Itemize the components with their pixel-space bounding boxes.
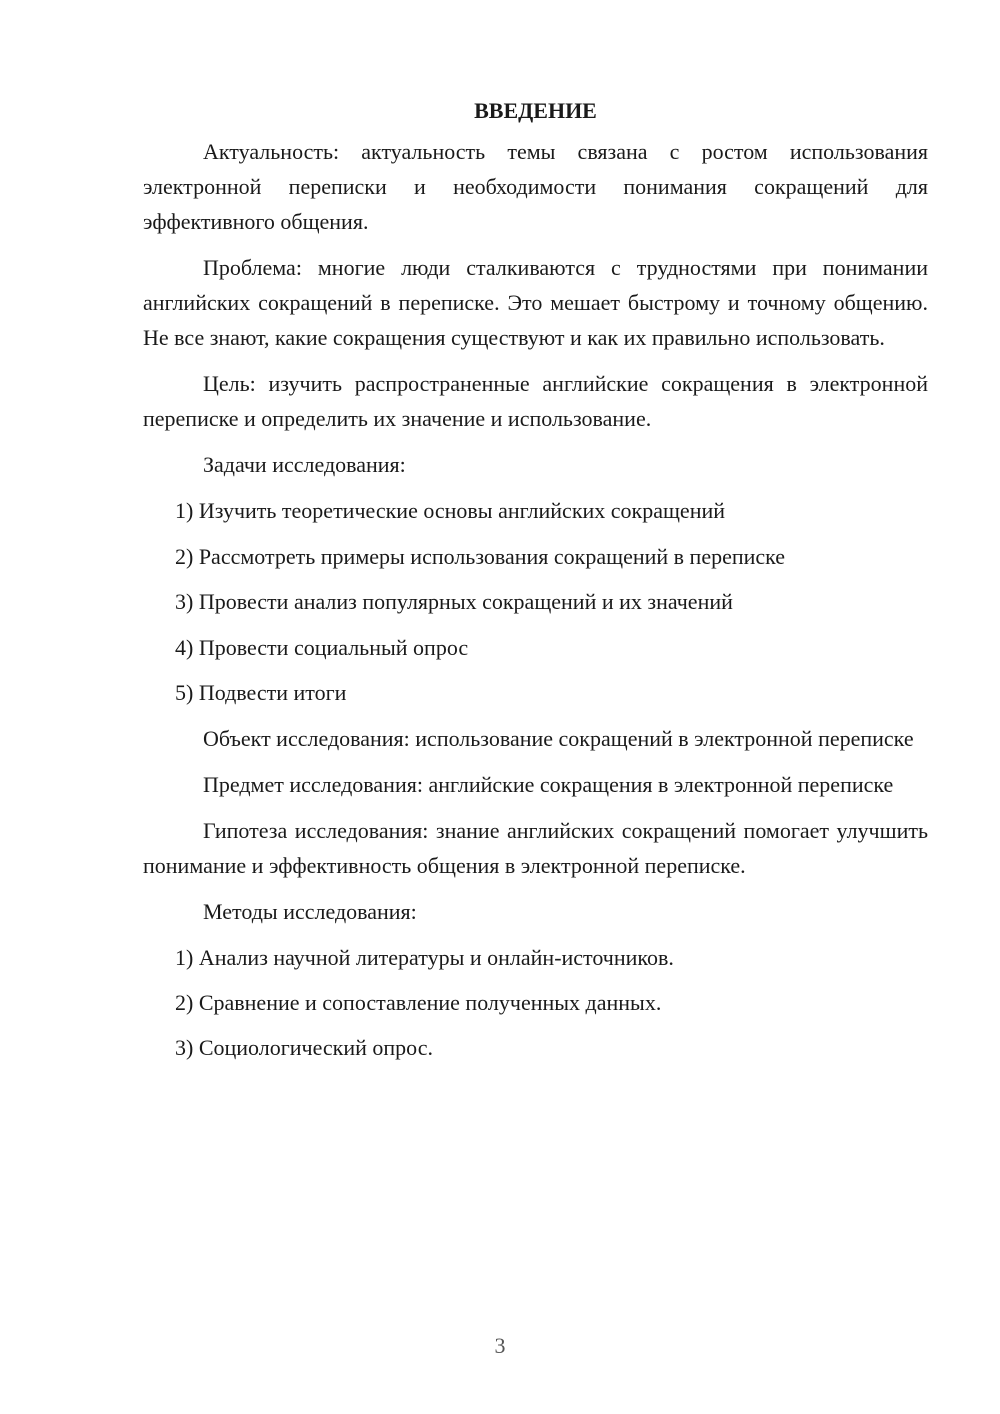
methods-list <box>143 940 928 1065</box>
method-item-1: 1) Анализ научной литературы и онлайн-источников. <box>175 944 674 970</box>
goal-paragraph: Цель: изучить распространенные английские сокращения в электронной переписке и определить их значение и использование. <box>143 371 928 431</box>
task-item-4: 4) Провести социальный опрос <box>175 634 469 660</box>
task-item-5: 5) Подвести итоги <box>175 680 347 705</box>
tasks-list <box>143 493 928 710</box>
object-paragraph: Объект исследования: использование сокращений в электронной переписке <box>203 725 914 751</box>
page-title: ВВЕДЕНИЕ <box>474 98 597 123</box>
method-item-2: 2) Сравнение и сопоставление полученных данных. <box>175 989 662 1015</box>
methods-heading: Методы исследования: <box>203 898 417 924</box>
method-item-3: 3) Социологический опрос. <box>175 1034 433 1060</box>
tasks-heading: Задачи исследования: <box>203 452 406 477</box>
problem-paragraph: Проблема: многие люди сталкиваются с трудностями при понимании английских сокращений в переписке. Это мешает быстрому и точному общению. Не все знают, какие сокращения существуют и как их правильно использовать. <box>143 255 928 350</box>
subject-paragraph: Предмет исследования: английские сокращения в электронной переписке <box>203 771 894 797</box>
task-item-1: 1) Изучить теоретические основы английских сокращений <box>175 498 726 523</box>
page-number: 3 <box>494 1333 506 1358</box>
page-content <box>143 93 928 1075</box>
task-item-3: 3) Провести анализ популярных сокращений и их значений <box>175 589 733 614</box>
hypothesis-paragraph: Гипотеза исследования: знание английских сокращений помогает улучшить понимание и эффективность общения в электронной переписке. <box>143 817 928 878</box>
task-item-2: 2) Рассмотреть примеры использования сокращений в переписке <box>175 543 786 569</box>
relevance-paragraph: Актуальность: актуальность темы связана с ростом использования электронной переписки и необходимости понимания сокращений для эффективного общения. <box>143 139 928 234</box>
